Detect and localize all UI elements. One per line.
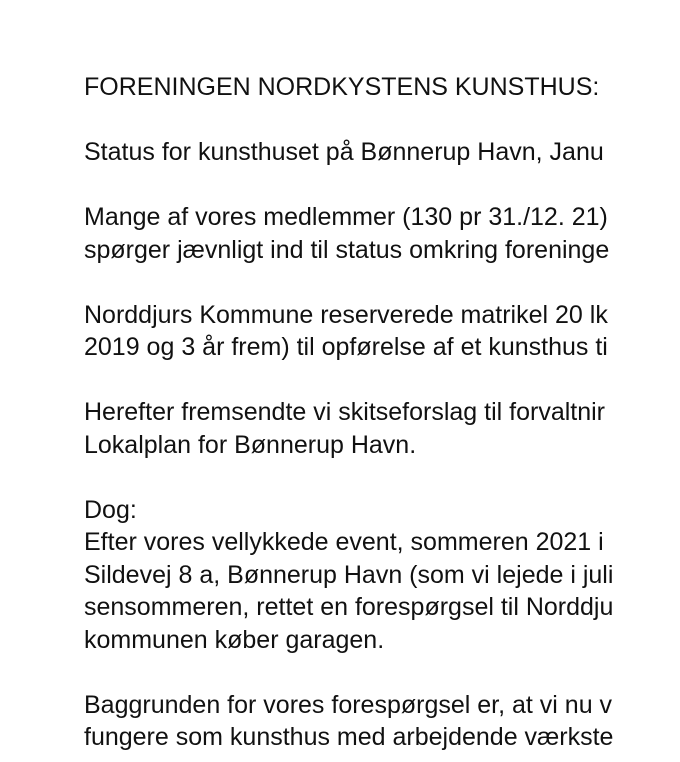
paragraph-5-line-1: Baggrunden for vores forespørgsel er, at vi nu v — [84, 690, 613, 719]
blank-line — [84, 266, 680, 299]
paragraph-2-line-1: Norddjurs Kommune reserverede matrikel 20 lk — [84, 300, 608, 329]
blank-line — [84, 104, 680, 137]
blank-line — [84, 656, 680, 689]
paragraph-1-line-2: spørger jævnligt ind til status omkring foreninge — [84, 235, 610, 264]
paragraph-1-line-1: Mange af vores medlemmer (130 pr 31./12. 21) — [84, 203, 608, 231]
blank-line — [84, 461, 680, 494]
paragraph-4-line-1: Efter vores vellykkede event, sommeren 2021 i — [84, 528, 604, 556]
paragraph-3-line-2: Lokalplan for Bønnerup Havn. — [84, 430, 417, 459]
paragraph-5-line-2: fungere som kunsthus med arbejdende værkste — [84, 723, 614, 751]
dog-label: Dog: — [84, 495, 137, 524]
blank-line — [84, 169, 680, 202]
status-line: Status for kunsthuset på Bønnerup Havn, Janu — [84, 138, 604, 166]
paragraph-2-line-2: 2019 og 3 år frem) til opførelse af et kunsthus ti — [84, 333, 608, 361]
paragraph-4-line-4: kommunen køber garagen. — [84, 625, 385, 654]
document-page — [84, 71, 680, 754]
paragraph-4-line-2: Sildevej 8 a, Bønnerup Havn (som vi lejede i juli — [84, 560, 614, 589]
document-heading: FORENINGEN NORDKYSTENS KUNSTHUS: — [84, 73, 600, 101]
blank-line — [84, 364, 680, 397]
paragraph-3-line-1: Herefter fremsendte vi skitseforslag til forvaltnir — [84, 398, 606, 426]
paragraph-4-line-3: sensommeren, rettet en forespørgsel til Norddju — [84, 593, 614, 621]
